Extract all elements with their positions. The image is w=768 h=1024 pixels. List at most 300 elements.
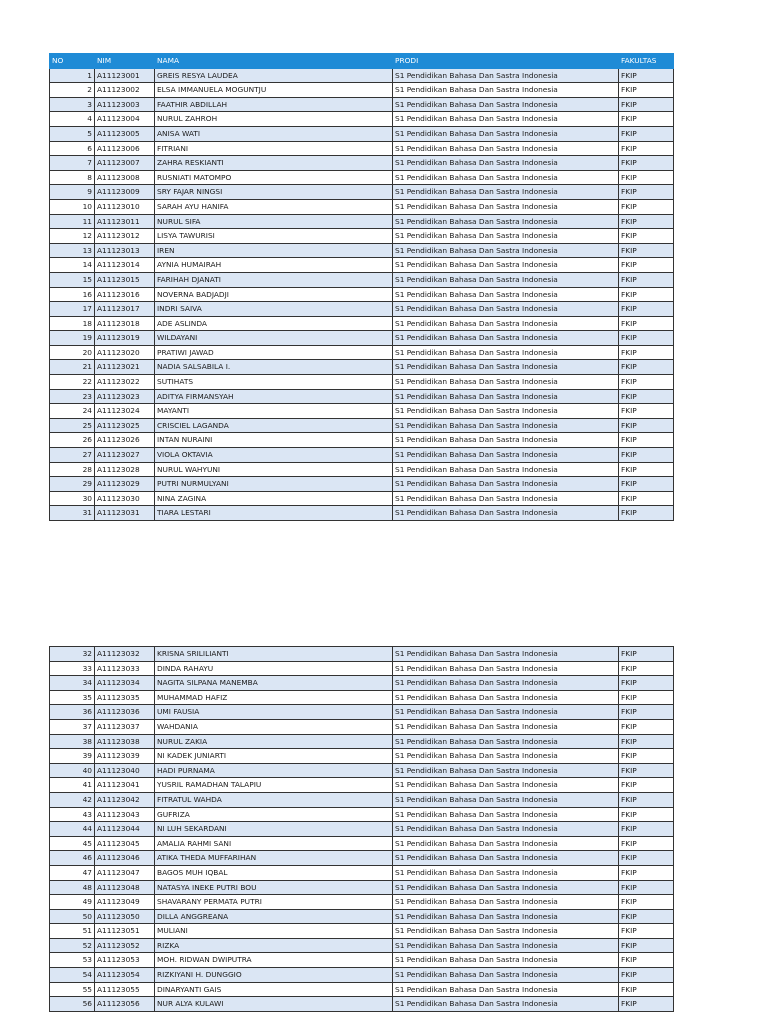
cell-nama: NAGITA SILPANA MANEMBA xyxy=(155,676,393,691)
cell-prodi: S1 Pendidikan Bahasa Dan Sastra Indonesia xyxy=(393,345,619,360)
cell-fakultas: FKIP xyxy=(619,199,674,214)
table-row xyxy=(50,690,674,705)
cell-fakultas: FKIP xyxy=(619,924,674,939)
cell-nama: INDRI SAIVA xyxy=(155,302,393,317)
cell-no: 1 xyxy=(50,68,95,83)
cell-fakultas: FKIP xyxy=(619,895,674,910)
table-row xyxy=(50,851,674,866)
table-row xyxy=(50,316,674,331)
table-row xyxy=(50,418,674,433)
column-header-fakultas: FAKULTAS xyxy=(619,54,674,69)
cell-fakultas: FKIP xyxy=(619,243,674,258)
cell-fakultas: FKIP xyxy=(619,141,674,156)
cell-fakultas: FKIP xyxy=(619,389,674,404)
cell-prodi: S1 Pendidikan Bahasa Dan Sastra Indonesia xyxy=(393,763,619,778)
cell-fakultas: FKIP xyxy=(619,170,674,185)
cell-fakultas: FKIP xyxy=(619,448,674,463)
table-row xyxy=(50,807,674,822)
cell-fakultas: FKIP xyxy=(619,287,674,302)
cell-nama: NATASYA INEKE PUTRI BOU xyxy=(155,880,393,895)
cell-prodi: S1 Pendidikan Bahasa Dan Sastra Indonesia xyxy=(393,214,619,229)
cell-nama: DILLA ANGGREANA xyxy=(155,909,393,924)
cell-nama: MULIANI xyxy=(155,924,393,939)
cell-prodi: S1 Pendidikan Bahasa Dan Sastra Indonesia xyxy=(393,97,619,112)
cell-no: 12 xyxy=(50,229,95,244)
cell-fakultas: FKIP xyxy=(619,302,674,317)
cell-nama: SHAVARANY PERMATA PUTRI xyxy=(155,895,393,910)
cell-nama: ATIKA THEDA MUFFARIHAN xyxy=(155,851,393,866)
table-row xyxy=(50,68,674,83)
cell-prodi: S1 Pendidikan Bahasa Dan Sastra Indonesia xyxy=(393,909,619,924)
cell-nim: A11123039 xyxy=(95,749,155,764)
cell-nama: WAHDANIA xyxy=(155,719,393,734)
cell-nama: MUHAMMAD HAFIZ xyxy=(155,690,393,705)
cell-no: 50 xyxy=(50,909,95,924)
cell-prodi: S1 Pendidikan Bahasa Dan Sastra Indonesia xyxy=(393,418,619,433)
cell-no: 27 xyxy=(50,448,95,463)
cell-nim: A11123005 xyxy=(95,126,155,141)
cell-no: 17 xyxy=(50,302,95,317)
cell-nim: A11123055 xyxy=(95,982,155,997)
table-row xyxy=(50,647,674,662)
cell-prodi: S1 Pendidikan Bahasa Dan Sastra Indonesia xyxy=(393,404,619,419)
column-header-nama: NAMA xyxy=(155,54,393,69)
table-row xyxy=(50,112,674,127)
cell-no: 40 xyxy=(50,763,95,778)
cell-prodi: S1 Pendidikan Bahasa Dan Sastra Indonesia xyxy=(393,705,619,720)
cell-no: 29 xyxy=(50,477,95,492)
cell-prodi: S1 Pendidikan Bahasa Dan Sastra Indonesia xyxy=(393,778,619,793)
cell-nama: NI KADEK JUNIARTI xyxy=(155,749,393,764)
table-row xyxy=(50,477,674,492)
cell-nim: A11123006 xyxy=(95,141,155,156)
cell-prodi: S1 Pendidikan Bahasa Dan Sastra Indonesia xyxy=(393,661,619,676)
table-row xyxy=(50,345,674,360)
cell-prodi: S1 Pendidikan Bahasa Dan Sastra Indonesia xyxy=(393,749,619,764)
cell-prodi: S1 Pendidikan Bahasa Dan Sastra Indonesia xyxy=(393,302,619,317)
cell-prodi: S1 Pendidikan Bahasa Dan Sastra Indonesia xyxy=(393,690,619,705)
cell-prodi: S1 Pendidikan Bahasa Dan Sastra Indonesia xyxy=(393,462,619,477)
cell-nama: INTAN NURAINI xyxy=(155,433,393,448)
cell-prodi: S1 Pendidikan Bahasa Dan Sastra Indonesia xyxy=(393,331,619,346)
cell-no: 16 xyxy=(50,287,95,302)
cell-fakultas: FKIP xyxy=(619,229,674,244)
table-row xyxy=(50,229,674,244)
table-row xyxy=(50,141,674,156)
table-row xyxy=(50,331,674,346)
cell-nim: A11123037 xyxy=(95,719,155,734)
cell-no: 52 xyxy=(50,938,95,953)
cell-no: 2 xyxy=(50,83,95,98)
cell-nama: BAGOS MUH IQBAL xyxy=(155,865,393,880)
cell-fakultas: FKIP xyxy=(619,734,674,749)
cell-nim: A11123054 xyxy=(95,968,155,983)
cell-nim: A11123009 xyxy=(95,185,155,200)
cell-fakultas: FKIP xyxy=(619,851,674,866)
cell-no: 23 xyxy=(50,389,95,404)
table-row xyxy=(50,404,674,419)
table-row xyxy=(50,287,674,302)
cell-nim: A11123010 xyxy=(95,199,155,214)
cell-prodi: S1 Pendidikan Bahasa Dan Sastra Indonesia xyxy=(393,287,619,302)
cell-prodi: S1 Pendidikan Bahasa Dan Sastra Indonesia xyxy=(393,170,619,185)
cell-prodi: S1 Pendidikan Bahasa Dan Sastra Indonesia xyxy=(393,272,619,287)
cell-fakultas: FKIP xyxy=(619,68,674,83)
cell-nama: DINDA RAHAYU xyxy=(155,661,393,676)
cell-no: 25 xyxy=(50,418,95,433)
cell-no: 3 xyxy=(50,97,95,112)
table-row xyxy=(50,865,674,880)
cell-nim: A11123024 xyxy=(95,404,155,419)
cell-prodi: S1 Pendidikan Bahasa Dan Sastra Indonesia xyxy=(393,389,619,404)
cell-no: 56 xyxy=(50,997,95,1012)
cell-no: 7 xyxy=(50,156,95,171)
cell-fakultas: FKIP xyxy=(619,112,674,127)
cell-nim: A11123031 xyxy=(95,506,155,521)
cell-nama: ZAHRA RESKIANTI xyxy=(155,156,393,171)
cell-fakultas: FKIP xyxy=(619,676,674,691)
cell-no: 38 xyxy=(50,734,95,749)
cell-nama: LISYA TAWURISI xyxy=(155,229,393,244)
cell-fakultas: FKIP xyxy=(619,763,674,778)
cell-fakultas: FKIP xyxy=(619,997,674,1012)
cell-nim: A11123046 xyxy=(95,851,155,866)
cell-no: 46 xyxy=(50,851,95,866)
table-row xyxy=(50,170,674,185)
table-row xyxy=(50,258,674,273)
cell-no: 55 xyxy=(50,982,95,997)
cell-no: 10 xyxy=(50,199,95,214)
cell-nama: YUSRIL RAMADHAN TALAPIU xyxy=(155,778,393,793)
column-header-no: NO xyxy=(50,54,95,69)
cell-prodi: S1 Pendidikan Bahasa Dan Sastra Indonesia xyxy=(393,647,619,662)
cell-no: 30 xyxy=(50,491,95,506)
cell-nama: DINARYANTI GAIS xyxy=(155,982,393,997)
cell-no: 37 xyxy=(50,719,95,734)
table-row xyxy=(50,982,674,997)
cell-prodi: S1 Pendidikan Bahasa Dan Sastra Indonesia xyxy=(393,491,619,506)
cell-nama: ADITYA FIRMANSYAH xyxy=(155,389,393,404)
cell-no: 34 xyxy=(50,676,95,691)
cell-fakultas: FKIP xyxy=(619,953,674,968)
cell-fakultas: FKIP xyxy=(619,778,674,793)
cell-prodi: S1 Pendidikan Bahasa Dan Sastra Indonesia xyxy=(393,243,619,258)
cell-prodi: S1 Pendidikan Bahasa Dan Sastra Indonesia xyxy=(393,822,619,837)
cell-nama: CRISCIEL LAGANDA xyxy=(155,418,393,433)
cell-no: 36 xyxy=(50,705,95,720)
table-row xyxy=(50,462,674,477)
cell-prodi: S1 Pendidikan Bahasa Dan Sastra Indonesia xyxy=(393,258,619,273)
table-row xyxy=(50,749,674,764)
cell-fakultas: FKIP xyxy=(619,690,674,705)
cell-fakultas: FKIP xyxy=(619,433,674,448)
cell-prodi: S1 Pendidikan Bahasa Dan Sastra Indonesia xyxy=(393,880,619,895)
cell-no: 4 xyxy=(50,112,95,127)
cell-nama: ANISA WATI xyxy=(155,126,393,141)
cell-nim: A11123012 xyxy=(95,229,155,244)
table-row xyxy=(50,360,674,375)
cell-no: 19 xyxy=(50,331,95,346)
cell-fakultas: FKIP xyxy=(619,807,674,822)
cell-nim: A11123032 xyxy=(95,647,155,662)
cell-nim: A11123040 xyxy=(95,763,155,778)
cell-no: 13 xyxy=(50,243,95,258)
cell-nim: A11123045 xyxy=(95,836,155,851)
cell-prodi: S1 Pendidikan Bahasa Dan Sastra Indonesia xyxy=(393,316,619,331)
cell-no: 8 xyxy=(50,170,95,185)
cell-nim: A11123025 xyxy=(95,418,155,433)
cell-fakultas: FKIP xyxy=(619,418,674,433)
cell-nim: A11123038 xyxy=(95,734,155,749)
cell-nim: A11123021 xyxy=(95,360,155,375)
cell-no: 22 xyxy=(50,375,95,390)
cell-fakultas: FKIP xyxy=(619,185,674,200)
cell-no: 31 xyxy=(50,506,95,521)
cell-nim: A11123047 xyxy=(95,865,155,880)
cell-prodi: S1 Pendidikan Bahasa Dan Sastra Indonesia xyxy=(393,83,619,98)
cell-prodi: S1 Pendidikan Bahasa Dan Sastra Indonesia xyxy=(393,360,619,375)
cell-prodi: S1 Pendidikan Bahasa Dan Sastra Indonesia xyxy=(393,895,619,910)
cell-nim: A11123035 xyxy=(95,690,155,705)
cell-nim: A11123023 xyxy=(95,389,155,404)
table-header xyxy=(50,54,674,69)
cell-no: 9 xyxy=(50,185,95,200)
cell-fakultas: FKIP xyxy=(619,506,674,521)
cell-no: 15 xyxy=(50,272,95,287)
cell-prodi: S1 Pendidikan Bahasa Dan Sastra Indonesia xyxy=(393,506,619,521)
cell-no: 54 xyxy=(50,968,95,983)
cell-fakultas: FKIP xyxy=(619,749,674,764)
table-row xyxy=(50,705,674,720)
cell-prodi: S1 Pendidikan Bahasa Dan Sastra Indonesia xyxy=(393,865,619,880)
cell-nama: IREN xyxy=(155,243,393,258)
student-table-2 xyxy=(49,646,674,1012)
cell-nim: A11123018 xyxy=(95,316,155,331)
table-row xyxy=(50,185,674,200)
cell-no: 51 xyxy=(50,924,95,939)
cell-prodi: S1 Pendidikan Bahasa Dan Sastra Indonesia xyxy=(393,126,619,141)
table-row xyxy=(50,968,674,983)
cell-prodi: S1 Pendidikan Bahasa Dan Sastra Indonesia xyxy=(393,968,619,983)
cell-fakultas: FKIP xyxy=(619,462,674,477)
cell-prodi: S1 Pendidikan Bahasa Dan Sastra Indonesia xyxy=(393,807,619,822)
cell-nama: SRY FAJAR NINGSI xyxy=(155,185,393,200)
table-row xyxy=(50,156,674,171)
cell-nama: RIZKA xyxy=(155,938,393,953)
cell-fakultas: FKIP xyxy=(619,705,674,720)
cell-fakultas: FKIP xyxy=(619,331,674,346)
cell-prodi: S1 Pendidikan Bahasa Dan Sastra Indonesia xyxy=(393,676,619,691)
cell-nama: HADI PURNAMA xyxy=(155,763,393,778)
cell-fakultas: FKIP xyxy=(619,404,674,419)
cell-nim: A11123015 xyxy=(95,272,155,287)
cell-fakultas: FKIP xyxy=(619,83,674,98)
header-row xyxy=(50,54,674,69)
cell-no: 26 xyxy=(50,433,95,448)
cell-fakultas: FKIP xyxy=(619,214,674,229)
cell-fakultas: FKIP xyxy=(619,792,674,807)
column-header-prodi: PRODI xyxy=(393,54,619,69)
cell-nama: PUTRI NURMULYANI xyxy=(155,477,393,492)
cell-nama: NADIA SALSABILA I. xyxy=(155,360,393,375)
cell-prodi: S1 Pendidikan Bahasa Dan Sastra Indonesia xyxy=(393,836,619,851)
cell-fakultas: FKIP xyxy=(619,647,674,662)
cell-nama: KRISNA SRILILIANTI xyxy=(155,647,393,662)
cell-nim: A11123033 xyxy=(95,661,155,676)
cell-nama: FITRATUL WAHDA xyxy=(155,792,393,807)
cell-fakultas: FKIP xyxy=(619,375,674,390)
table-row xyxy=(50,302,674,317)
cell-nama: SARAH AYU HANIFA xyxy=(155,199,393,214)
cell-nim: A11123004 xyxy=(95,112,155,127)
cell-prodi: S1 Pendidikan Bahasa Dan Sastra Indonesia xyxy=(393,982,619,997)
cell-nama: NUR ALYA KULAWI xyxy=(155,997,393,1012)
cell-prodi: S1 Pendidikan Bahasa Dan Sastra Indonesia xyxy=(393,68,619,83)
cell-no: 6 xyxy=(50,141,95,156)
table-row xyxy=(50,199,674,214)
cell-no: 24 xyxy=(50,404,95,419)
cell-no: 44 xyxy=(50,822,95,837)
table-row xyxy=(50,938,674,953)
cell-fakultas: FKIP xyxy=(619,880,674,895)
cell-nim: A11123019 xyxy=(95,331,155,346)
table-row xyxy=(50,389,674,404)
cell-nama: WILDAYANI xyxy=(155,331,393,346)
table-body xyxy=(50,647,674,1012)
cell-no: 45 xyxy=(50,836,95,851)
cell-no: 49 xyxy=(50,895,95,910)
cell-no: 39 xyxy=(50,749,95,764)
table-row xyxy=(50,763,674,778)
cell-nim: A11123003 xyxy=(95,97,155,112)
cell-prodi: S1 Pendidikan Bahasa Dan Sastra Indonesia xyxy=(393,141,619,156)
table-row xyxy=(50,506,674,521)
table-row xyxy=(50,836,674,851)
cell-nama: AMALIA RAHMI SANI xyxy=(155,836,393,851)
cell-nama: FITRIANI xyxy=(155,141,393,156)
cell-no: 33 xyxy=(50,661,95,676)
cell-nim: A11123022 xyxy=(95,375,155,390)
table-row xyxy=(50,214,674,229)
cell-nim: A11123001 xyxy=(95,68,155,83)
cell-nama: VIOLA OKTAVIA xyxy=(155,448,393,463)
cell-prodi: S1 Pendidikan Bahasa Dan Sastra Indonesia xyxy=(393,229,619,244)
cell-nama: NURUL SIFA xyxy=(155,214,393,229)
cell-nim: A11123016 xyxy=(95,287,155,302)
cell-nim: A11123030 xyxy=(95,491,155,506)
cell-nama: FAATHIR ABDILLAH xyxy=(155,97,393,112)
cell-fakultas: FKIP xyxy=(619,258,674,273)
table-row xyxy=(50,661,674,676)
table-row xyxy=(50,676,674,691)
cell-nim: A11123052 xyxy=(95,938,155,953)
cell-fakultas: FKIP xyxy=(619,345,674,360)
cell-nim: A11123013 xyxy=(95,243,155,258)
cell-no: 32 xyxy=(50,647,95,662)
cell-nama: NOVERNA BADJADJI xyxy=(155,287,393,302)
cell-prodi: S1 Pendidikan Bahasa Dan Sastra Indonesia xyxy=(393,953,619,968)
cell-fakultas: FKIP xyxy=(619,719,674,734)
cell-nama: RIZKIYANI H. DUNGGIO xyxy=(155,968,393,983)
table-row xyxy=(50,953,674,968)
cell-no: 35 xyxy=(50,690,95,705)
cell-nim: A11123027 xyxy=(95,448,155,463)
cell-fakultas: FKIP xyxy=(619,272,674,287)
cell-nama: NURUL ZAKIA xyxy=(155,734,393,749)
cell-nim: A11123028 xyxy=(95,462,155,477)
cell-no: 14 xyxy=(50,258,95,273)
table-row xyxy=(50,491,674,506)
cell-fakultas: FKIP xyxy=(619,938,674,953)
cell-nim: A11123034 xyxy=(95,676,155,691)
column-header-nim: NIM xyxy=(95,54,155,69)
cell-prodi: S1 Pendidikan Bahasa Dan Sastra Indonesia xyxy=(393,112,619,127)
table-row xyxy=(50,375,674,390)
cell-nim: A11123042 xyxy=(95,792,155,807)
cell-nim: A11123011 xyxy=(95,214,155,229)
cell-nim: A11123036 xyxy=(95,705,155,720)
cell-nim: A11123043 xyxy=(95,807,155,822)
cell-fakultas: FKIP xyxy=(619,982,674,997)
cell-prodi: S1 Pendidikan Bahasa Dan Sastra Indonesia xyxy=(393,433,619,448)
cell-nim: A11123048 xyxy=(95,880,155,895)
cell-fakultas: FKIP xyxy=(619,865,674,880)
cell-prodi: S1 Pendidikan Bahasa Dan Sastra Indonesia xyxy=(393,734,619,749)
cell-prodi: S1 Pendidikan Bahasa Dan Sastra Indonesia xyxy=(393,851,619,866)
table-row xyxy=(50,448,674,463)
cell-prodi: S1 Pendidikan Bahasa Dan Sastra Indonesia xyxy=(393,199,619,214)
cell-nama: RUSNIATI MATOMPO xyxy=(155,170,393,185)
table-row xyxy=(50,880,674,895)
cell-nim: A11123041 xyxy=(95,778,155,793)
cell-nama: PRATIWI JAWAD xyxy=(155,345,393,360)
cell-fakultas: FKIP xyxy=(619,477,674,492)
cell-prodi: S1 Pendidikan Bahasa Dan Sastra Indonesia xyxy=(393,997,619,1012)
cell-no: 43 xyxy=(50,807,95,822)
table-row xyxy=(50,822,674,837)
cell-fakultas: FKIP xyxy=(619,156,674,171)
table-row xyxy=(50,909,674,924)
cell-fakultas: FKIP xyxy=(619,968,674,983)
table-row xyxy=(50,97,674,112)
cell-nim: A11123017 xyxy=(95,302,155,317)
cell-fakultas: FKIP xyxy=(619,836,674,851)
table-row xyxy=(50,126,674,141)
cell-fakultas: FKIP xyxy=(619,126,674,141)
cell-prodi: S1 Pendidikan Bahasa Dan Sastra Indonesia xyxy=(393,375,619,390)
table-row xyxy=(50,895,674,910)
cell-fakultas: FKIP xyxy=(619,909,674,924)
cell-nama: AYNIA HUMAIRAH xyxy=(155,258,393,273)
cell-prodi: S1 Pendidikan Bahasa Dan Sastra Indonesia xyxy=(393,938,619,953)
cell-nama: MAYANTI xyxy=(155,404,393,419)
cell-nama: MOH. RIDWAN DWIPUTRA xyxy=(155,953,393,968)
table-row xyxy=(50,997,674,1012)
cell-nama: NURUL WAHYUNI xyxy=(155,462,393,477)
cell-prodi: S1 Pendidikan Bahasa Dan Sastra Indonesia xyxy=(393,924,619,939)
table-row xyxy=(50,778,674,793)
table-row xyxy=(50,792,674,807)
cell-fakultas: FKIP xyxy=(619,97,674,112)
cell-nama: UMI FAUSIA xyxy=(155,705,393,720)
cell-no: 47 xyxy=(50,865,95,880)
cell-fakultas: FKIP xyxy=(619,661,674,676)
cell-prodi: S1 Pendidikan Bahasa Dan Sastra Indonesia xyxy=(393,448,619,463)
cell-nama: FARIHAH DJANATI xyxy=(155,272,393,287)
cell-nim: A11123002 xyxy=(95,83,155,98)
cell-nim: A11123029 xyxy=(95,477,155,492)
cell-no: 42 xyxy=(50,792,95,807)
